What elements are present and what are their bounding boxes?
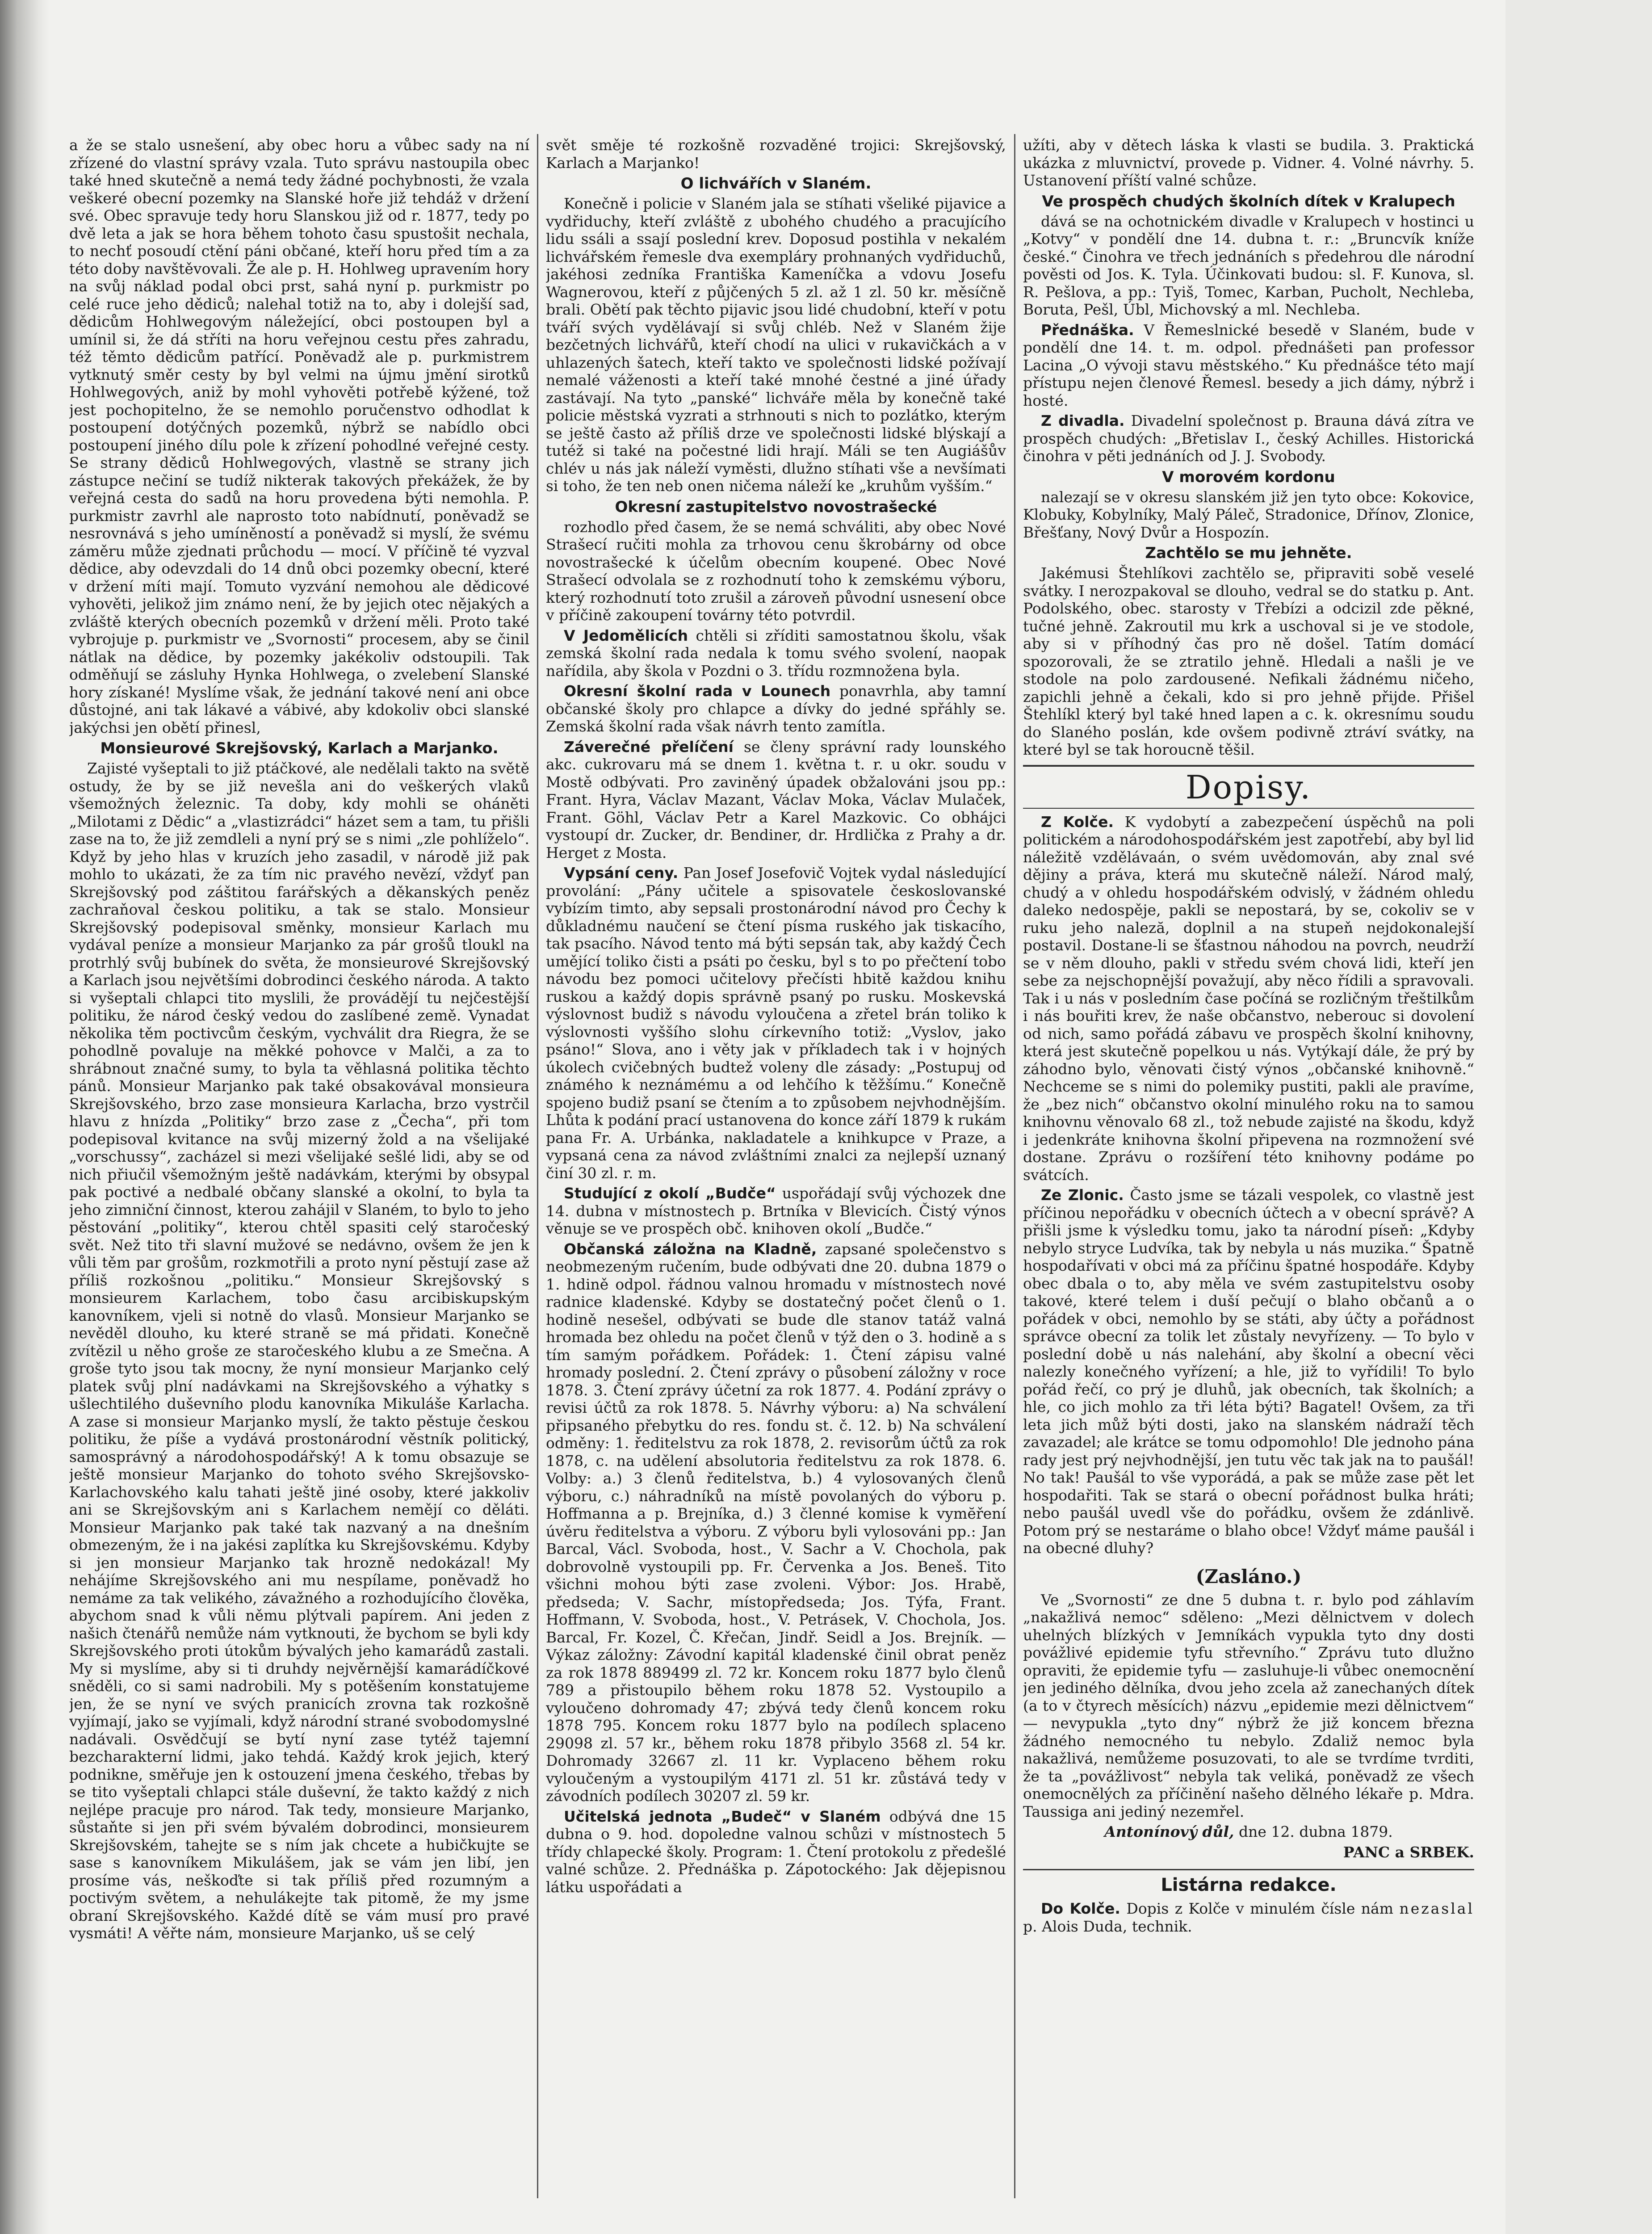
article-text: užíti, aby v dětech láska k vlasti se budila. 3. Praktická ukázka z mluvnictví, provede p. Vidner. 4. Volné návrhy. 5. Ustanovení příští valné schůze.: [1023, 136, 1474, 189]
listarna-spaced-word: nezaslal: [1399, 1900, 1474, 1917]
letter-lead: Ze Zlonic.: [1041, 1186, 1124, 1204]
listarna-lead: Do Kolče.: [1041, 1900, 1120, 1917]
column-3: [1023, 136, 1474, 2234]
section-title-zaslano: (Zasláno.): [1195, 1565, 1302, 1587]
article-text: rozhodlo před časem, že se nemá schváliti, aby obec Nové Strašecí ručiti mohla za trhovou cenu škrobárny od obce novostrašecké k účelům obecním koupené. Obec Nové Strašecí odvolala se z rozhodnutí toho k zemskému výboru, který rozhodnutí toto zrušil a zároveň původní usnesení obce v příčině zakoupení továrny této potvrdil.: [546, 518, 1006, 624]
article-text: svět směje té rozkošně rozvaděné trojici: Skrejšovský, Karlach a Marjanko!: [546, 136, 1006, 172]
article-text: dává se na ochotnickém divadle v Kralupech v hostinci u „Kotvy“ v pondělí dne 14. dubna t. r.: „Bruncvík kníže české.“ Činohra ve třech jednáních s předehrou dle národní pověsti od Jos. K. Tyla. Účinkovati budou: sl. F. Kunova, sl. R. Pešlova, a pp.: Tyiš, Tomec, Karban, Pucholt, Nechleba, Boruta, Pešl, Úbl, Michovský a ml. Nechleba.: [1023, 212, 1474, 318]
news-lead: Z divadla.: [1041, 412, 1125, 429]
article-heading: O lichvářích v Slaném.: [680, 175, 872, 193]
news-item: [546, 682, 1006, 735]
section-title-listarna: Listárna redakce.: [1023, 1869, 1474, 1896]
section-title-dopisy: Dopisy.: [1023, 765, 1474, 809]
news-text: Pan Josef Josefovič Vojtek vydal následující provolání: „Pány učitele a spisovatele českoslovanské vybízím timto, aby sepsali prostonárodní návod pro Čechy k důkladnému naučení se čtení písma ruského jak tiskacího, tak psacího. Návod tento má býti sepsán tak, aby každý Čech umějící toliko čisti a psáti po česku, byl s to po přečtení tobo návodu bez pomoci učitelovy přečísti hbitě každou knihu ruskou a každý dopis správně psaný po rusku. Moskevská výslovnost budiž s návodu vyloučena a zřetel brán toliko k výslovnosti vyššího slohu církevního totiž: „Vyslov, jako psáno!“ Slova, ano i věty jak v příkladech tak i v hojných úkolech cvičebných budtež voleny dle zásady: „Postupuj od známého k neznámému a od lehčího k těžšímu.“ Konečně spojeno budiž psaní se čtením a to způsobem nejvhodnějším. Lhůta k podání prací ustanovena do konce září 1879 k rukám pana Fr. A. Urbánka, nakladatele a knihkupce v Praze, a vypsaná cena za návod zvláštními znalci za nejlepší uznaný činí 30 zl. r. m.: [546, 864, 1006, 1182]
news-lead: Občanská záložna na Kladně,: [564, 1240, 817, 1258]
column-rule: [1014, 134, 1015, 2198]
news-text: ponavrhla, aby tamní občanské školy pro chlapce a dívky do jedné spřáhly se. Zemská školní rada však návrh tento zamítla.: [546, 682, 1006, 735]
news-item: [546, 864, 1006, 1182]
news-lead: Záverečné přelíčení: [564, 738, 734, 756]
news-item: [546, 627, 1006, 680]
news-text: odbývá dne 15 dubna o 9. hod. dopoledne valnou schůzi v místnostech 5 třídy chlapecké školy. Program: 1. Čtení protokolu z předešlé valné schůze. 2. Přednáška p. Zápotockého: Jak dějepisnou látku uspořádati a: [546, 1807, 1006, 1896]
news-lead: Přednáška.: [1041, 321, 1134, 339]
news-item: [546, 1808, 1006, 1896]
news-text: chtěli si zříditi samostatnou školu, však zemská školní rada nedala k tomu svého svolení, naopak nařídila, aby škola v Pozdni o 3. třídu rozmnožena byla.: [546, 626, 1006, 680]
article-heading: Zachtělo se mu jehněte.: [1145, 544, 1352, 562]
article-text: nalezají se v okresu slanském již jen tyto obce: Kokovice, Klobuky, Kobylníky, Malý Páleč, Stradonice, Dřínov, Zlonice, Břešťany, Nový Dvůr a Hospozín.: [1023, 488, 1474, 541]
listarna-text: Dopis z Kolče v minulém čísle nám: [1126, 1900, 1394, 1917]
news-text: zapsané společenstvo s neobmezeným ručením, bude odbývati dne 20. dubna 1879 o 1. hdině odpol. řádnou valnou hromadu v místnostech nové radnice kladenské. Kdyby se dostatečný počet členů o 1. hodině nesešel, odbývati se bude dle stanov tatáž valná hromada bez ohledu na počet členů v týž den o 3. hodině a s tím samým pořádkem. Pořádek: 1. Čtení zápisu valné hromady poslední. 2. Čtení zprávy o působení záložny v roce 1878. 3. Čtení zprávy účetní za rok 1877. 4. Podání zprávy o revisi účtů za rok 1878. 5. Návrhy výboru: a) Na schválení připsaného přebytku do res. fondu st. č. 12. b) Na schválení odměny: 1. ředitelstvu za rok 1878, 2. revisorům účtů za rok 1878, c. na udělení absolutoria ředitelstvu za rok 1878. 6. Volby: a.) 3 členů ředitelstva, b.) 4 vylosovaných členů výboru, c.) náhradníků na místě povolaných do výboru p. Hoffmanna a p. Brejníka, d.) 3 členné komise k vymĕření úvěru ředitelstva a výboru. Z výboru byli vylosováni pp.: Jan Barcal, Václ. Svoboda, host., V. Sachr a V. Chochola, pak dobrovolně vystoupili pp. Fr. Červenka a Jos. Beneš. Tito všichni mohou býti zase zvoleni. Výbor: Jos. Hrabě, předseda; V. Sachr, místopředseda; Jos. Týfa, Frant. Hoffmann, V. Svoboda, host., V. Petrásek, V. Chochola, Jos. Barcal, Fr. Kozel, Č. Křečan, Jindř. Seidl a Jos. Brejník. — Výkaz záložny: Závodní kapitál kladenské činil obrat peněz za rok 1878 889499 zl. 72 kr. Koncem roku 1877 bylo členů 789 a přistoupilo během roku 1878 52. Vystoupilo a vyloučeno dohromady 47; zbývá tedy členů koncem roku 1878 795. Koncem roku 1877 bylo na podílech splaceno 29098 zl. 57 kr., během roku 1878 přibylo 3568 zl. 54 kr. Dohromady 32667 zl. 11 kr. Vyplaceno během roku vyloučeným a vystoupilým 4171 zl. 51 kr. zůstává tedy v závodních podílech 30207 zl. 59 kr.: [546, 1240, 1006, 1805]
column-1: [69, 136, 529, 2234]
article-text: Jakémusi Štehlíkovi zachtělo se, připraviti sobě veselé svátky. I nerozpakoval se dlouho, vedral se do statku p. Ant. Podolského, obec. starosty v Třebízi a odcizil zde pěkné, tučné jehně. Zakroutil mu krk a uschoval si je ve stodole, aby si v příhodný čas pro ně došel. Tatím domácí spozorovali, že se ztratilo jehně. Hledali a našli je ve stodole na polo zardousené. Nefikali žádnému ničeho, zapichli jehně a čekali, kdo si pro jehně přijde. Přišel Štehlíkl který byl také hned lapen a c. k. okresnímu soudu do Slaného poslán, kde ovšem podivně ztráví svátky, na které byl se tak horoucně těšil.: [1023, 564, 1474, 758]
signature-line: [1023, 1823, 1474, 1841]
article-heading: V morovém kordonu: [1162, 468, 1335, 486]
letter-text: K vydobytí a zabezpečení úspěchů na poli politickém a národohospodářském jest zapotřebí, aby byl lid náležitě vzdělávaán, o svém uvědomován, aby znal své dějiny a práva, která mu skutečně náleží. Národ malý, chudý a v ohledu hospodářském odvislý, v žádném ohledu daleko nedospěje, pakli se nepostará, by se, cokoliv se v ruku jeho naleză, doplnil a na stupeň nejdokonalejší postavil. Dostane-li se šťastnou náhodou na povrch, neudrží se v něm dlouho, pakli v středu svém chová lidi, kteří jen sebe za nejschopnější považují, aby něco řídili a spravovali. Tak i u nás v posledním čase počíná se rozličným třeštilkům i nás bouřiti krev, že naše občanstvo, neberouc si dovolení od nich, samo pořádá zábavu ve prospěch školní knihovny, která jest skutečně popelkou u nás. Vytýkají dále, že prý by záhodno bylo, věnovati čistý výnos „občanské knihovně.“ Nechceme se s nimi do polemiky pustiti, pakli ale pravíme, že „bez nich“ občanstvo okolní minulého roku na to samou knihovnu věnovalo 68 zl., tož nebude zajisté na škodu, když i jedenkráte knihovna školní připevena na rozmnožení své dostane. Zprávu o rozšíření této knihovny podáme po svátcích.: [1023, 813, 1474, 1184]
page-margin: [1505, 0, 1652, 2234]
letter-item: [1023, 1186, 1474, 1557]
news-text: Divadelní společnost p. Brauna dává zítra ve prospěch chudých: „Břetislav I., český Achilles. Historická činohra v pěti jednáních od J. J. Svobody.: [1023, 412, 1474, 465]
news-lead: V Jedomělicích: [564, 626, 688, 644]
article-text: Zajisté vyšeptali to již ptáčkové, ale nedělali takto na světě ostudy, že by se již nevešla ani do veškerých vlaků všemožných železnic. Ta doby, kdy mohli se oháněti „Milotami z Dědic“ a „vlastizrádci“ házet sem a tam, tu přišli zase na to, že již zemdleli a nyní prý se s nimi „zle pohlíželo“. Když by jeho hlas v kruzích jeho zasadil, v národě již pak mohlo to ukázati, že za tím nic pravého nevězí, vždyť pan Skrejšovský pod záštitou farářských a děkanských peněz zachraňoval českou politiku, a tak se stalo. Monsieur Skrejšovský podepisoval směnky, monsieur Karlach mu vydával peníze a monsieur Marjanko za pár grošů tloukl na protrhlý svůj bubínek do světa, že monsieurové Skrejšovský a Karlach jsou největšími dobrodinci českého národa. A takto si vyšeptali chlapci tito myslili, že provádějí tu nejčestější politiku, že národ český vedou do zaslíbené země. Vynadat několika těm poctivcům českým, vychválit dra Riegra, že se pohodlně povaluje na měkké pohovce v Malči, a za to shrábnout značné sumy, to byla ta věhlasná politika těchto pánů. Monsieur Marjanko pak také obsakovával monsieura Skrejšovského, brzo zase monsieura Karlacha, brzo vystrčil hlavu z hnízda „Politiky“ brzo zase z „Čecha“, při tom podepisoval kvitance na svůj mizerný žold a na všelijaké „vorschussy“, zacházel si mezi všelijaké sešlé lidi, aby se od nich přiučil všemožným ještě nadávkám, kterými by obsypal pak poctivé a nedbalé občany slanské a okolní, to byla ta jeho zimniční činnost, kterou zahájil v Slaném, to bylo to jeho pěstování „politiky“, kterou chtěl spasiti celý staročeský svět. Než tito tři slavní mužové se nedávno, ovšem že jen k vůli těm par grošům, rozkmotřili a proto nyní pěstují zase až příliš rozkošnou „politiku.“ Monsieur Skrejšovský s monsieurem Karlachem, tobo času arcibiskupským kanovníkem, vjeli si notně do vlasů. Monsieur Marjanko se nevěděl dlouho, ku které straně se má přidati. Konečně zvítězil u něho groše ze staročeského klubu a ze Smečna. A groše tyto jsou tak mocny, že nyní monsieur Marjanko celý platek svůj plní nadávkami na Skrejšovského a výhatky s ušlechtilého duševního plodu kanovníka Mikuláše Karlacha. A zase si monsieur Marjanko myslí, že takto pěstuje českou politiku, že píše a vydává prostonárodní věstník politický, samosprávný a národohospodářský! A k tomu obsazuje se ještě monsieur Marjanko do tohoto svého Skrejšovsko-Karlachovského kalu tahati ještě jiné osoby, které jakkoliv ani se Skrejšovským ani s Karlachem nemějí co děláti. Monsieur Marjanko pak také tak nazvaný a na dnešním obmezeným, že i na jakési zaplítka ku Skrejšovskému. Kdyby si jen monsieur Marjanko tak hrozně nedokázal! My nehájíme Skrejšovského ani mu nespílame, poněvadž ho nemáme za tak velikého, závažného a rozhodujícího člověka, abychom snad k vůli němu plýtvali papírem. Ani jeden z našich čtenářů nemůže nám vytknouti, že bychom se byli kdy Skrejšovského proti útokům bývalých jeho kamarádů zastali. My si myslíme, aby si ti druhdy nejvěrnější kamarádíčkové sněděli, co si sami nadrobili. My s potěšením konstatujeme jen, že se nyní ve svých pranicích zrovna tak rozkošně vyjímají, jako se vyjímali, když národní strané svobodomyslné nadávali. Osvědčují se bytí nyní zase tytéž tajemní bezcharakterní lidmi, jako tehdá. Každý krok jejich, který podnikne, směřuje jen k ostouzení jmena českého, třebas by se tito vyšeptali chlapci stále duševní, že takto každý z nich nejlépe pracuje pro národ. Tak tedy, monsieure Marjanko, sůstaňte si jen při svém bývalém dobrodinci, monsieurem Skrejšovském, tahejte se s ním jak chcete a hubičkujte se sase s kanovníkem Mikulášem, jak se vám jen libí, jen prosíme vás, neškoďte si tak příliš před rozumným a poctivým světem, a nehulákejte tak pitomě, že my jsme obraní Skrejšovského. Každé dítě se vám musí pro pravé vysmáti! A věřte nám, monsieure Marjanko, uš se celý: [69, 760, 529, 1942]
news-item: [546, 1184, 1006, 1238]
letter-text: Často jsme se tázali vespolek, co vlastně jest příčinou nepořádku v obecních účtech a v obecní správě? A přišli jsme k výsledku tomu, jako ta národní píseň: „Kdyby nebylo stryce Ludvíka, tak by nebyla u nás muzika.“ Špatně hospodařívati v obci má za příčinu špatné hospodáře. Kdyby obec dbala o to, aby měla ve svém zastupitelstvu osoby takové, které telem i duší pečují o blaho občanů a o pořádek v obci, nemohlo by se státi, aby účty a pořádnost správce obecní za tolik let zůstaly nevyřízeny. — To bylo v poslední době u nás nalehání, aby školní a obecní věci nalezly konečného vyřízení; a hle, již to vyřídili! To bylo pořád řečí, co prý je dluhů, jak obecních, tak školních; a hle, co jich mohlo za tři léta býti? Bagatel! Ovšem, za tři leta jich můž býti dosti, jako na slanském nádraží těch zavazadel; ale krátce se tomu odpomohlo! Dle jednoho pána rady jest prý nejvhodnější, jen tutu věc tak jak na to paušál! No tak! Paušál to vše vyporádá, a pak se může zase pět let hospodařiti. Tak se stará o obecní pořádnost bulka hráti; nebo paušál uvedl vše do pořádku, ovšem že zdánlivě. Potom prý se nestaráme o blaho obce! Vždyť máme paušál i na obecné dluhy?: [1023, 1186, 1474, 1557]
news-item: [546, 1240, 1006, 1805]
news-item: [1023, 321, 1474, 410]
news-text: uspořádají svůj výchozek dne 14. dubna v místnostech p. Brtníka v Blevicích. Čistý výnos věnuje se ve prospěch obč. knihoven okolí „Budče.“: [546, 1184, 1006, 1237]
news-text: V Řemeslnické besedě v Slaném, bude v pondělí dne 14. t. m. odpol. přednášeti pan professor Lacina „O vývoji stavu městského.“ Ku přednášce této mají přístupu nejen členové Řemesl. besedy a jich dámy, nýbrž i hosté.: [1023, 321, 1474, 409]
article-text: a že se stalo usnešení, aby obec horu a vůbec sady na ní zřízené do vlastní správy vzala. Tuto správu nastoupila obec také hned skutečně a nemá tedy žádné pochybnosti, že vzala veškeré obecní pozemky na Slanské hoře již tehdáž v držení své. Obec spravuje tedy horu Slanskou již od r. 1877, tedy po dvě leta a jak se hora během tohoto času spustošit nechala, to nechť posoudí ctění páni občané, kteří horu před tím a za této doby navštěvovali. Že ale p. H. Hohlweg upravením hory na svůj náklad podal obci prst, sahá nyní p. purkmistr po celé ruce jeho dědiců; nalehal totiž na to, aby i dolejší sad, dědicům Hohlwegovým náležející, obci postoupen byl a umínil si, že dá stříti na horu veřejnou cestu přes zahradu, též těmto dědicům patřící. Poněvadž ale p. purkmistrem vytknutý směr cesty by byl velmi na újmu jmění sirotků Hohlwegových, aniž by mohl vyhověti potřebě kýžené, tož jest pochopitelno, že se nemohlo poručenstvo odhodlat k postoupení dotýčných pozemků, nýbrž se nabídlo obci postoupení jiného dílu pole k zřízení pohodlné veřejné cesty. Se strany dědiců Hohlwegových, vlastně se strany jich zástupce nečiní se tudíž nikterak takových překážek, že by veřejná cesta do sadů na horu provedena býti nemohla. P. purkmistr zavrhl ale naprosto toto nabídnutí, poněvadž se nesrovnává s jeho umíněností a poněvadž si myslí, že svému záměru může zjednati průchodu — mocí. V příčině té vyzval dědice, aby odevzdali do 14 dnů obci pozemky obecní, které v držení míti mají. Tomuto vyzvání nemohou ale dědicové vyhověti, jelikož jim známo není, že by jejich otec nějakých a zvláště kterých obecních pozemků v držení měli. Proto také vybrojuje p. purkmistr ve „Svornosti“ procesem, aby se činil nátlak na dědice, by pozemky jakékoliv odstoupili. Tak odměňují se zásluhy Hynka Hohlwega, o zvelebení Slanské hory získané! Myslíme však, že jednání takové není ani obce důstojné, ani tak lákavé a vábivé, aby kdokoliv obci slanské jakýchsi jen obětí přinesl,: [69, 136, 529, 736]
news-item: [546, 738, 1006, 862]
signature-date: dne 12. dubna 1879.: [1239, 1823, 1393, 1840]
news-lead: Vypsání ceny.: [564, 864, 679, 882]
listarna-text: p. Alois Duda, technik.: [1023, 1917, 1192, 1935]
signature-place: Antonínový důl,: [1104, 1823, 1234, 1840]
news-lead: Okresní školní rada v Lounech: [564, 682, 831, 700]
column-2: [546, 136, 1006, 2234]
column-rule: [537, 134, 538, 2198]
article-heading: Okresní zastupitelstvo novostrašecké: [615, 498, 937, 516]
article-text: Ve „Svornosti“ ze dne 5 dubna t. r. bylo pod záhlavím „nakažlivá nemoc“ sděleno: „Mezi dělnictvem v dolech uhelných blízkých v Jemníkách vypukla tyto dny dosti povážlivé epidemie tyfu střevního.“ Zprávu tuto dlužno opraviti, že epidemie tyfu — zasluhuje-li vůbec onemocnění jen jediného dělníka, dvou jeho zcela až zanechaných dítek (a to v čtyrech měsících) názvu „epidemie mezi dělnictvem“ — nevypukla „tyto dny“ nýbrž že již koncem března žádného nemocného tu nebylo. Zdaliž nemoc byla nakažlivá, nemůžeme posuzovati, to ale se tvrdíme tvrditi, že ta „povážlivost“ nebyla tak veliká, poněvadž ze všech onemocnělých za příčinění našeho dělného lékaře p. Mdra. Taussiga ani jediný nezemřel.: [1023, 1591, 1474, 1820]
article-heading: Monsieurové Skrejšovský, Karlach a Marjanko.: [100, 739, 499, 757]
news-text: se členy správní rady lounského akc. cukrovaru má se dnem 1. května t. r. u okr. soudu v Mostě odbývati. Pro zaviněný úpadek obžalováni jsou pp.: Frant. Hyra, Václav Mazant, Václav Moka, Václav Mulaček, Frant. Göhl, Václav Petr a Karel Mazkovic. Co obhájci vystoupí dr. Zucker, dr. Bendiner, dr. Hrdlička z Prahy a dr. Herget z Mosta.: [546, 738, 1006, 861]
signature-name: PANC a SRBEK.: [1343, 1843, 1474, 1861]
letter-lead: Z Kolče.: [1041, 813, 1114, 831]
letter-item: [1023, 813, 1474, 1184]
article-heading: Ve prospěch chudých školních dítek v Kralupech: [1042, 192, 1455, 210]
article-text: Konečně i policie v Slaném jala se stíhati všeliké pijavice a vydřiduchy, kteří zvláště z ubohého chudého a pracujícího lidu ssáli a ssají poslední krev. Doposud postihla v nekalém lichvářském řemesle dva exempláry prohnaných vydřiduchů, jakéhosi zedníka Františka Kameníčka a vdovu Josefu Wagnerovou, kteří z půjčených 5 zl. až 1 zl. 50 kr. měsíčně brali. Obětí pak těchto pijavic jsou lidé chudobní, kteří v potu tváří svých vydělávají si svůj chléb. Než v Slaném žije bezčetných lichvářů, kteří chodí na ulici v rukavičkách a v uhlazených šatech, kteří takto ve společnosti lidské požívají nemalé váženosti a kteří také mnohé čestné a jiné úřady zastávají. Na tyto „panské“ lichváře měla by konečně také policie městská vyzrati a strhnouti s nich to pozlátko, kterým se ještě často až příliš drze ve společnosti lidské blýskají a tutéž si také na počestné lidi hrají. Máli se ten Augiášův chlév u nás jak náleží vyměsti, dlužno stíhati vše a nevšímati si toho, že ten neb onen ničema náleží ke „kruhům vyšším.“: [546, 195, 1006, 495]
binding-shadow: [0, 0, 49, 2234]
news-lead: Studující z okolí „Budče“: [564, 1184, 776, 1202]
news-lead: Učitelská jednota „Budeč“ v Slaném: [564, 1807, 881, 1825]
news-item: [1023, 412, 1474, 465]
listarna-item: [1023, 1900, 1474, 1935]
